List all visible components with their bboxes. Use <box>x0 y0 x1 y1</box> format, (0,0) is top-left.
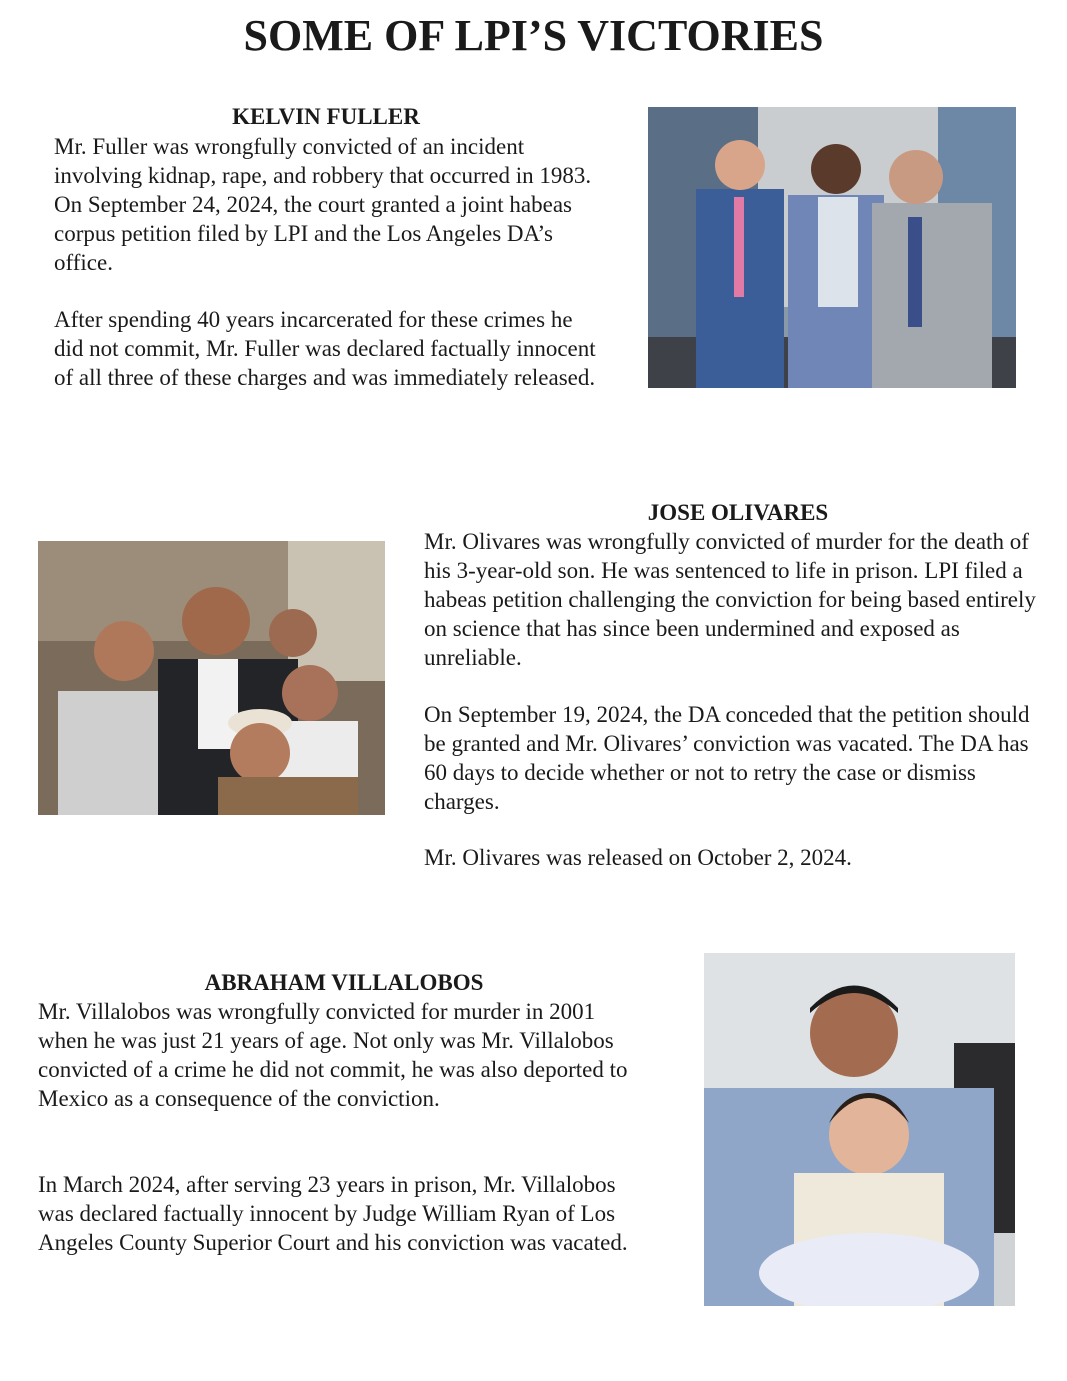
villalobos-photo <box>704 953 1015 1306</box>
olivares-paragraph-3: Mr. Olivares was released on October 2, 2024. <box>424 845 852 870</box>
fuller-paragraph-2: After spending 40 years incarcerated for these crimes he did not commit, Mr. Fuller was declared factually innocent of all three of these charges and was immediately released. <box>54 307 596 390</box>
section-heading-villalobos: ABRAHAM VILLALOBOS <box>204 970 484 995</box>
fuller-paragraph-1: Mr. Fuller was wrongfully convicted of an incident involving kidnap, rape, and robbery that occurred in 1983. On September 24, 2024, the court granted a joint habeas corpus petition filed by LPI and the Los Angeles DA’s office. <box>54 134 592 275</box>
villalobos-paragraph-1: Mr. Villalobos was wrongfully convicted for murder in 2001 when he was just 21 years of age. Not only was Mr. Villalobos convicted of a crime he did not commit, he was also deported to Mexico as a consequence of the conviction. <box>38 999 628 1111</box>
section-heading-olivares: JOSE OLIVARES <box>647 500 829 525</box>
fuller-photo <box>648 107 1016 388</box>
olivares-paragraph-1: Mr. Olivares was wrongfully convicted of murder for the death of his 3-year-old son. He was sentenced to life in prison. LPI filed a habeas petition challenging the conviction for being based entirely on science that has since been undermined and exposed as unreliable. <box>424 529 1036 670</box>
olivares-paragraph-2: On September 19, 2024, the DA conceded that the petition should be granted and Mr. Olivares’ conviction was vacated. The DA has 60 days to decide whether or not to retry the case or dismiss charges. <box>424 702 1030 814</box>
page-title: SOME OF LPI’S VICTORIES <box>243 11 824 60</box>
olivares-photo <box>38 541 385 815</box>
section-heading-fuller: KELVIN FULLER <box>232 104 420 129</box>
villalobos-paragraph-2: In March 2024, after serving 23 years in prison, Mr. Villalobos was declared factually innocent by Judge William Ryan of Los Angeles County Superior Court and his conviction was vacated. <box>38 1172 628 1255</box>
